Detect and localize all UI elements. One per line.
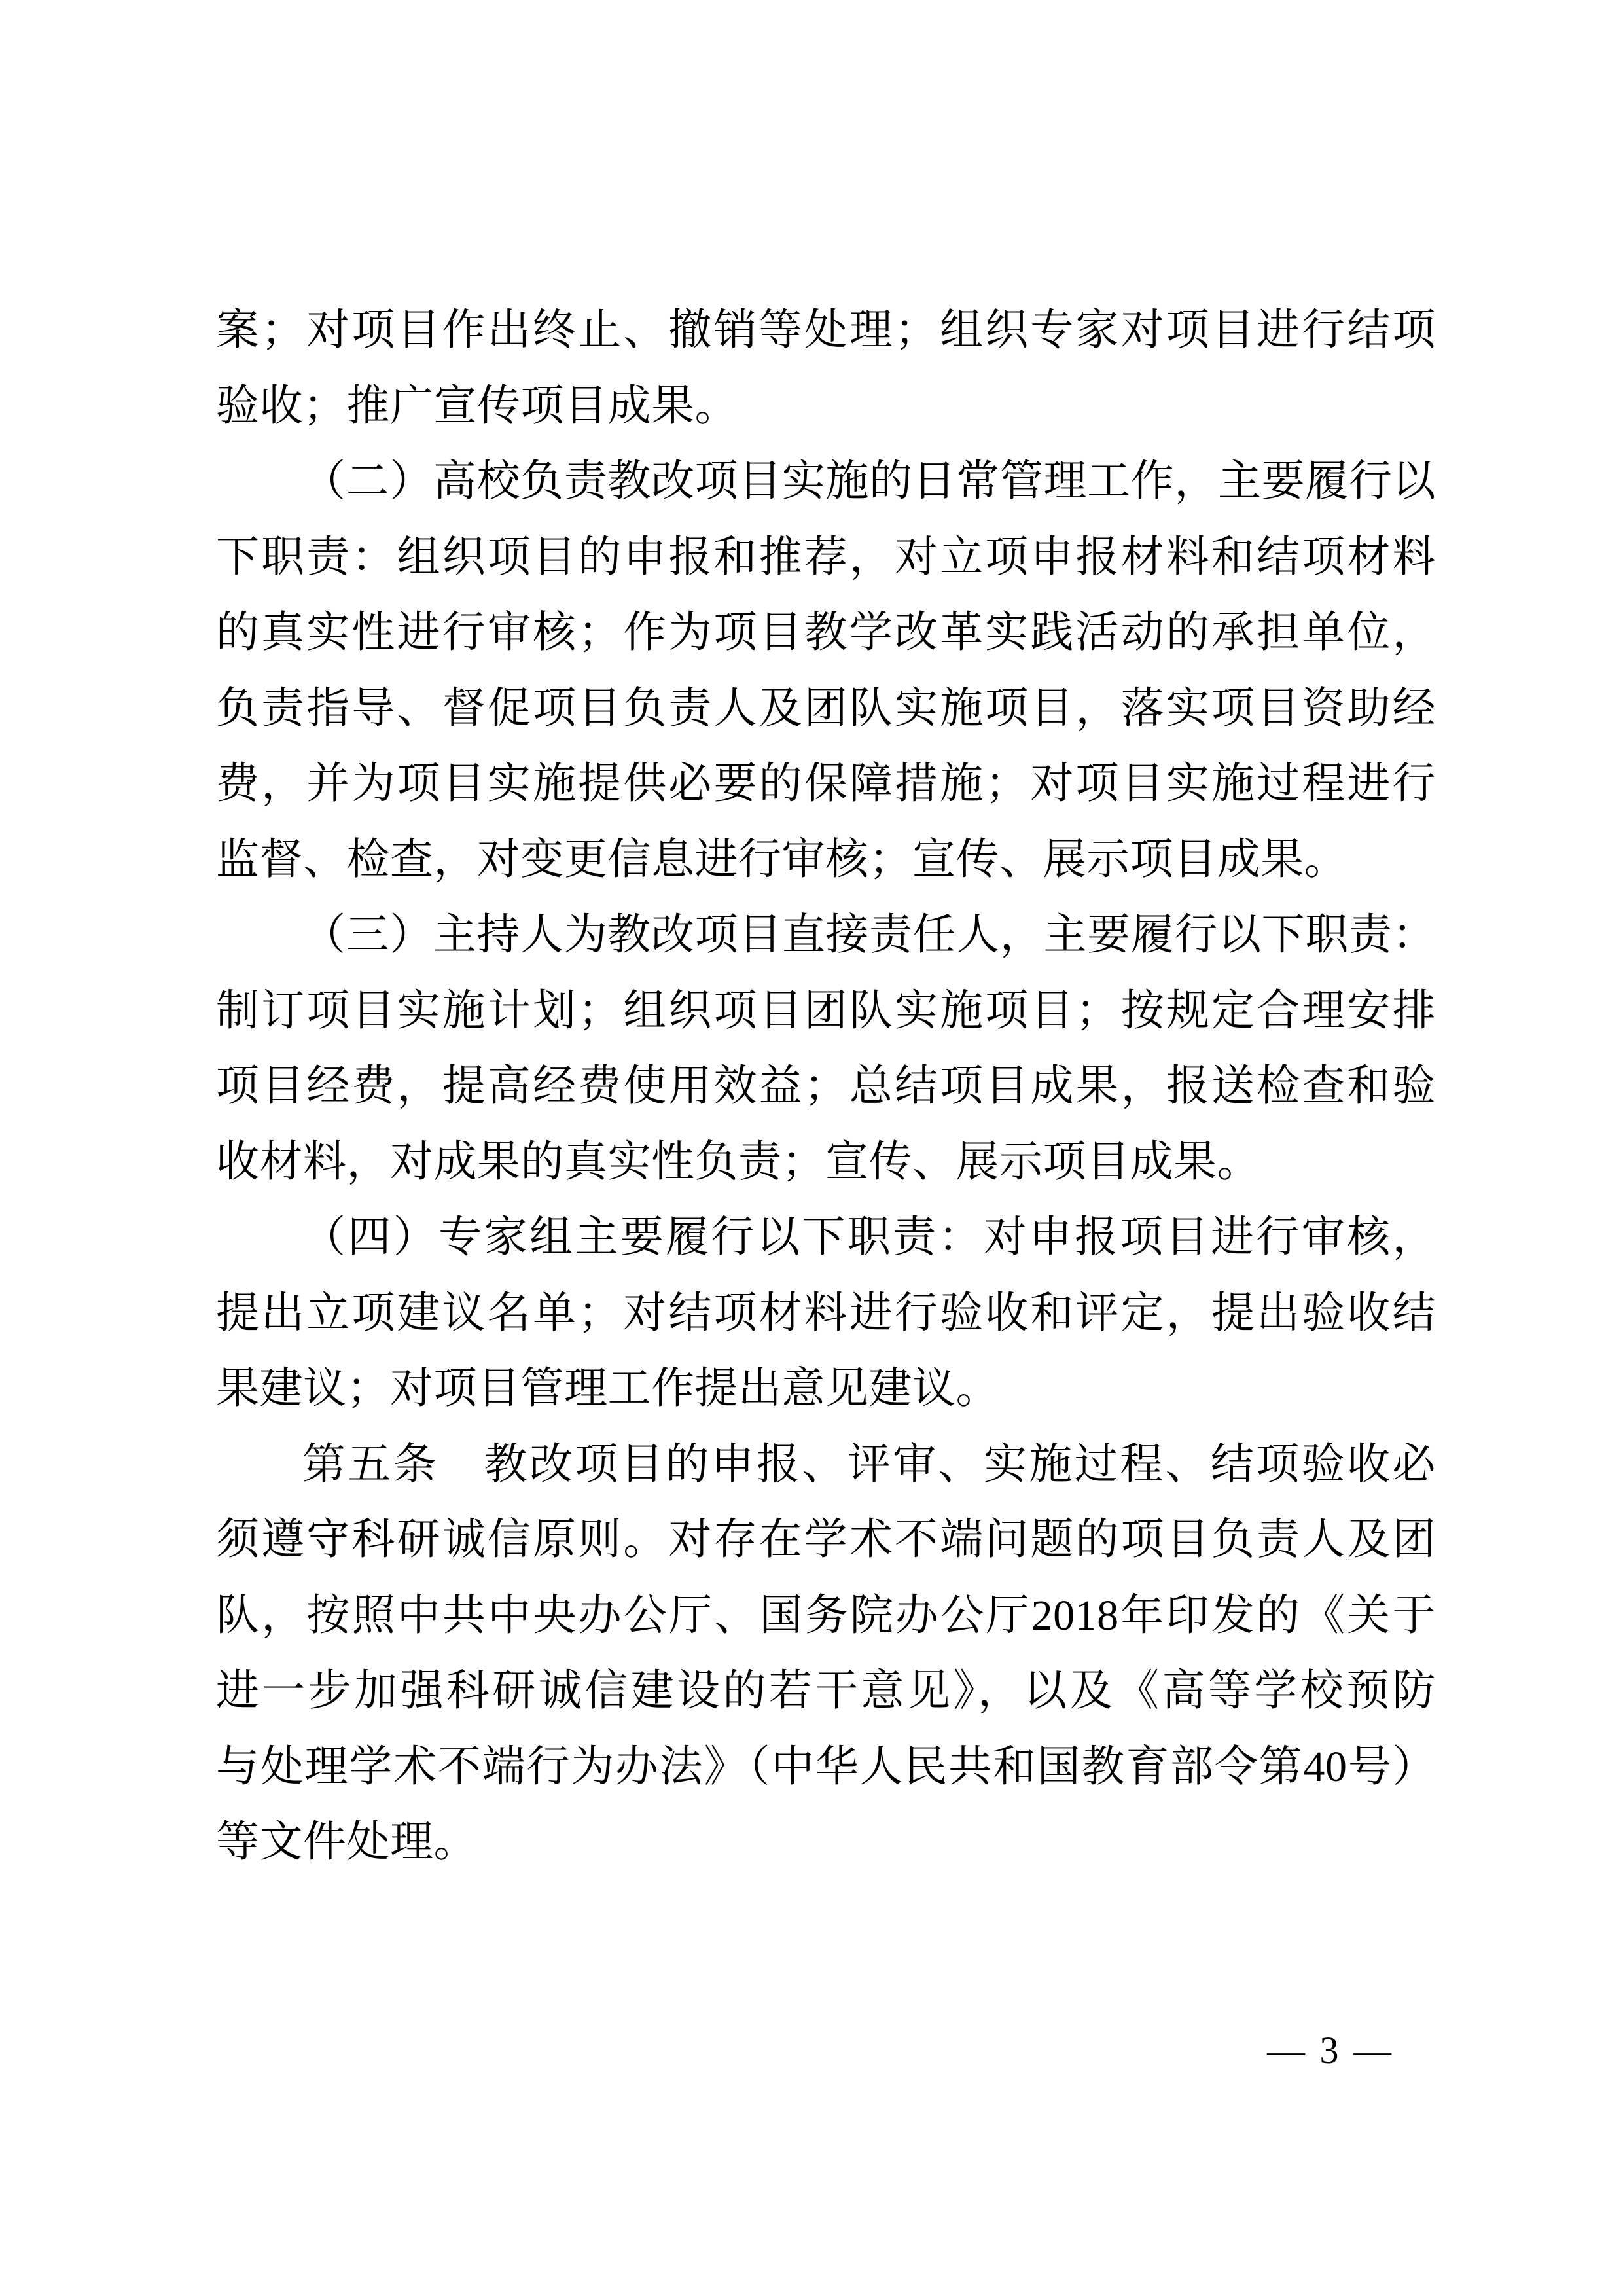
paragraph [216, 1427, 1436, 1880]
text-line: （四）专家组主要履行以下职责：对申报项目进行审核， [302, 1213, 1436, 1261]
text-line: 监督、检查，对变更信息进行审核；宣传、展示项目成果。 [216, 835, 1347, 884]
page-number: — 3 — [1267, 2029, 1394, 2072]
text-line: 提出立项建议名单；对结项材料进行验收和评定，提出验收结 [216, 1289, 1436, 1337]
paragraph [216, 897, 1436, 1200]
text-line: 负责指导、督促项目负责人及团队实施项目，落实项目资助经 [216, 684, 1436, 732]
text-line: 等文件处理。 [216, 1818, 477, 1866]
text-line: （二）高校负责教改项目实施的日常管理工作，主要履行以 [302, 457, 1436, 505]
text-line: 费，并为项目实施提供必要的保障措施；对项目实施过程进行 [216, 760, 1436, 808]
text-line: 案；对项目作出终止、撤销等处理；组织专家对项目进行结项 [216, 306, 1436, 354]
text-line: 的真实性进行审核；作为项目教学改革实践活动的承担单位， [216, 609, 1436, 656]
text-line: 进一步加强科研诚信建设的若干意见》，以及《高等学校预防 [216, 1667, 1436, 1715]
text-line: 项目经费，提高经费使用效益；总结项目成果，报送检查和验 [216, 1062, 1436, 1110]
paragraph [216, 1200, 1436, 1427]
text-line: 队，按照中共中央办公厅、国务院办公厅2018年印发的《关于 [216, 1591, 1436, 1640]
text-line: 第五条 教改项目的申报、评审、实施过程、结项验收必 [302, 1440, 1436, 1488]
paragraph [216, 444, 1436, 897]
text-line: 收材料，对成果的真实性负责；宣传、展示项目成果。 [216, 1138, 1260, 1186]
text-line: （三）主持人为教改项目直接责任人，主要履行以下职责： [302, 911, 1436, 959]
text-line: 制订项目实施计划；组织项目团队实施项目；按规定合理安排 [216, 986, 1436, 1035]
text-line: 验收；推广宣传项目成果。 [216, 382, 738, 430]
paragraph [216, 293, 1436, 444]
document-body [216, 293, 1436, 1880]
text-line: 下职责：组织项目的申报和推荐，对立项申报材料和结项材料 [216, 533, 1436, 581]
text-line: 须遵守科研诚信原则。对存在学术不端问题的项目负责人及团 [216, 1516, 1436, 1564]
text-line: 果建议；对项目管理工作提出意见建议。 [216, 1365, 999, 1412]
text-line: 与处理学术不端行为办法》（中华人民共和国教育部令第40号） [216, 1742, 1436, 1791]
